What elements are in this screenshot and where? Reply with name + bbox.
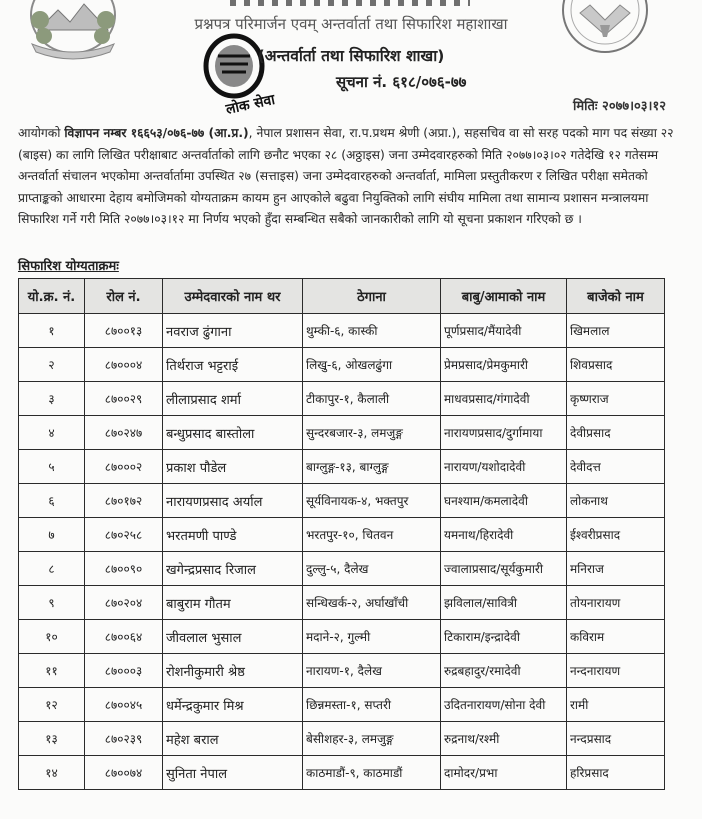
serial-no-cell: १२ xyxy=(19,688,85,722)
parents-name-cell: झविलाल/सावित्री xyxy=(441,586,567,620)
roll-no-cell: ८७०००४ xyxy=(85,348,163,382)
header-candidate-name: उम्मेदवारको नाम थर xyxy=(163,279,303,314)
roll-no-cell: ८७०२०४ xyxy=(85,586,163,620)
roll-no-cell: ८७०००३ xyxy=(85,654,163,688)
parents-name-cell: नारायण/यशोदादेवी xyxy=(441,450,567,484)
roll-no-cell: ८७०२३९ xyxy=(85,722,163,756)
address-cell: सुन्दरबजार-३, लमजुङ्ग xyxy=(303,416,441,450)
roll-no-cell: ८७०२४७ xyxy=(85,416,163,450)
candidate-name-cell: लीलाप्रसाद शर्मा xyxy=(163,382,303,416)
table-row xyxy=(19,416,665,450)
address-cell: टीकापुर-१, कैलाली xyxy=(303,382,441,416)
table-header-row xyxy=(19,279,665,314)
address-cell: छिन्नमस्ता-१, सप्तरी xyxy=(303,688,441,722)
parents-name-cell: दामोदर/प्रभा xyxy=(441,756,567,790)
grandfather-name-cell: ईश्वरीप्रसाद xyxy=(567,518,665,552)
parents-name-cell: रुद्रबहादुर/रमादेवी xyxy=(441,654,567,688)
grandfather-name-cell: तोयनारायण xyxy=(567,586,665,620)
clipped-header-line xyxy=(230,0,470,6)
parents-name-cell: उदितनारायण/सोना देवी xyxy=(441,688,567,722)
parents-name-cell: पूर्णप्रसाद/मैंयादेवी xyxy=(441,314,567,348)
roll-no-cell: ८७००१३ xyxy=(85,314,163,348)
serial-no-cell: १४ xyxy=(19,756,85,790)
grandfather-name-cell: हरिप्रसाद xyxy=(567,756,665,790)
candidate-name-cell: रोशनीकुमारी श्रेष्ठ xyxy=(163,654,303,688)
table-row xyxy=(19,552,665,586)
candidate-name-cell: जीवलाल भुसाल xyxy=(163,620,303,654)
parents-name-cell: प्रेमप्रसाद/प्रेमकुमारी xyxy=(441,348,567,382)
parents-name-cell: टिकाराम/इन्द्रादेवी xyxy=(441,620,567,654)
header-grandfather-name: बाजेको नाम xyxy=(567,279,665,314)
address-cell: सन्धिखर्क-२, अर्घाखाँची xyxy=(303,586,441,620)
candidate-name-cell: खगेन्द्रप्रसाद रिजाल xyxy=(163,552,303,586)
address-cell: मदाने-२, गुल्मी xyxy=(303,620,441,654)
grandfather-name-cell: नन्दनारायण xyxy=(567,654,665,688)
roll-no-cell: ८७००६४ xyxy=(85,620,163,654)
candidate-name-cell: नवराज ढुंगाना xyxy=(163,314,303,348)
address-cell: दुल्लु-५, दैलेख xyxy=(303,552,441,586)
header-serial-no: यो.क्र. नं. xyxy=(19,279,85,314)
table-row xyxy=(19,450,665,484)
address-cell: भरतपुर-१०, चितवन xyxy=(303,518,441,552)
serial-no-cell: १० xyxy=(19,620,85,654)
grandfather-name-cell: रामी xyxy=(567,688,665,722)
candidate-name-cell: धर्मेन्द्रकुमार मिश्र xyxy=(163,688,303,722)
address-cell: थुम्की-६, कास्की xyxy=(303,314,441,348)
parents-name-cell: माधवप्रसाद/गंगादेवी xyxy=(441,382,567,416)
address-cell: बेसीशहर-३, लमजुङ्ग xyxy=(303,722,441,756)
header-parents-name: बाबु/आमाको नाम xyxy=(441,279,567,314)
roll-no-cell: ८७००४५ xyxy=(85,688,163,722)
table-row xyxy=(19,756,665,790)
grandfather-name-cell: कविराम xyxy=(567,620,665,654)
candidate-name-cell: प्रकाश पौडेल xyxy=(163,450,303,484)
serial-no-cell: ८ xyxy=(19,552,85,586)
roll-no-cell: ८७०००२ xyxy=(85,450,163,484)
table-row xyxy=(19,518,665,552)
serial-no-cell: ११ xyxy=(19,654,85,688)
grandfather-name-cell: शिवप्रसाद xyxy=(567,348,665,382)
roll-no-cell: ८७०२५८ xyxy=(85,518,163,552)
candidate-name-cell: सुनिता नेपाल xyxy=(163,756,303,790)
parents-name-cell: घनश्याम/कमलादेवी xyxy=(441,484,567,518)
candidate-name-cell: बाबुराम गौतम xyxy=(163,586,303,620)
division-name: प्रश्नपत्र परिमार्जन एवम् अन्तर्वार्ता तथा सिफारिश महाशाखा xyxy=(194,15,508,33)
parents-name-cell: नारायणप्रसाद/दुर्गामाया xyxy=(441,416,567,450)
serial-no-cell: १ xyxy=(19,314,85,348)
serial-no-cell: १३ xyxy=(19,722,85,756)
table-row xyxy=(19,620,665,654)
notice-date: मितिः २०७७।०३।१२ xyxy=(572,99,666,114)
recommendation-table xyxy=(18,278,665,790)
candidate-name-cell: भरतमणी पाण्डे xyxy=(163,518,303,552)
address-cell: काठमाडौं-९, काठमाडौं xyxy=(303,756,441,790)
table-row xyxy=(19,688,665,722)
grandfather-name-cell: लोकनाथ xyxy=(567,484,665,518)
recommendation-list-title: सिफारिश योग्यताक्रमः xyxy=(18,259,119,274)
header-roll-no: रोल नं. xyxy=(85,279,163,314)
body-text-rest: , नेपाल प्रशासन सेवा, रा.प.प्रथम श्रेणी (अप्रा.), सहसचिव वा सो सरह पदको माग पद संख्या २२ (बाइस) का लागि लिखित परीक्षाबाट अन्तर्वार्ताको लागि छनौट भएका २८ (अठ्ठाइस) जना उम्मेदवारहरुको मिति २०७७।०३।०२ गतेदेखि १२ गतेसम्म अन्तर्वार्ता संचालन भएकोमा अन्तर्वार्तामा उपस्थित २७ (सत्ताइस) जना उम्मेदवारहरुको अन्तर्वार्ता, मामिला प्रस्तुतीकरण र लिखित परीक्षा समेतको प्राप्ताङ्कको आधारमा देहाय बमोजिमको योग्यताक्रम कायम हुन आएकोले बढुवा नियुक्तिको लागि संघीय मामिला तथा सामान्य प्रशासन मन्त्रालयमा सिफारिश गर्ने गरी मिति २०७७।०३।१२ मा निर्णय भएको हुँदा सम्बन्धित सबैको जानकारीको लागि यो सूचना प्रकाशन गरिएको छ । xyxy=(18,126,674,227)
section-name: (अन्तर्वार्ता तथा सिफारिश शाखा) xyxy=(257,47,445,65)
parents-name-cell: यमनाथ/हिरादेवी xyxy=(441,518,567,552)
advertisement-number: विज्ञापन नम्बर १६६५३/०७६-७७ (आ.प्र.) xyxy=(64,126,249,140)
stamp-text: लोक सेवा xyxy=(224,91,277,118)
grandfather-name-cell: नन्दप्रसाद xyxy=(567,722,665,756)
notice-body xyxy=(18,123,688,231)
address-cell: सूर्यविनायक-४, भक्तपुर xyxy=(303,484,441,518)
serial-no-cell: ६ xyxy=(19,484,85,518)
table-row xyxy=(19,654,665,688)
candidate-name-cell: तिर्थराज भट्टराई xyxy=(163,348,303,382)
table-row xyxy=(19,484,665,518)
table-row xyxy=(19,722,665,756)
roll-no-cell: ८७००९० xyxy=(85,552,163,586)
candidate-name-cell: महेश बराल xyxy=(163,722,303,756)
grandfather-name-cell: मनिराज xyxy=(567,552,665,586)
roll-no-cell: ८७००७४ xyxy=(85,756,163,790)
address-cell: नारायण-१, दैलेख xyxy=(303,654,441,688)
roll-no-cell: ८७०१७२ xyxy=(85,484,163,518)
grandfather-name-cell: देवीप्रसाद xyxy=(567,416,665,450)
serial-no-cell: ५ xyxy=(19,450,85,484)
grandfather-name-cell: खिमलाल xyxy=(567,314,665,348)
table-row xyxy=(19,586,665,620)
notice-number: सूचना नं. ६१८/०७६-७७ xyxy=(336,73,467,91)
serial-no-cell: ९ xyxy=(19,586,85,620)
table-row xyxy=(19,382,665,416)
serial-no-cell: ७ xyxy=(19,518,85,552)
serial-no-cell: ४ xyxy=(19,416,85,450)
parents-name-cell: ज्वालाप्रसाद/सूर्यकुमारी xyxy=(441,552,567,586)
parents-name-cell: रुद्रनाथ/रश्मी xyxy=(441,722,567,756)
candidate-name-cell: नारायणप्रसाद अर्याल xyxy=(163,484,303,518)
candidate-name-cell: बन्धुप्रसाद बास्तोला xyxy=(163,416,303,450)
grandfather-name-cell: कृष्णराज xyxy=(567,382,665,416)
address-cell: बाग्लुङ्ग-१३, बाग्लुङ्ग xyxy=(303,450,441,484)
serial-no-cell: २ xyxy=(19,348,85,382)
roll-no-cell: ८७००२९ xyxy=(85,382,163,416)
header-address: ठेगाना xyxy=(303,279,441,314)
serial-no-cell: ३ xyxy=(19,382,85,416)
address-cell: लिखु-६, ओखलढुंगा xyxy=(303,348,441,382)
grandfather-name-cell: देवीदत्त xyxy=(567,450,665,484)
body-text-start: आयोगको xyxy=(18,126,65,140)
table-row xyxy=(19,314,665,348)
table-row xyxy=(19,348,665,382)
